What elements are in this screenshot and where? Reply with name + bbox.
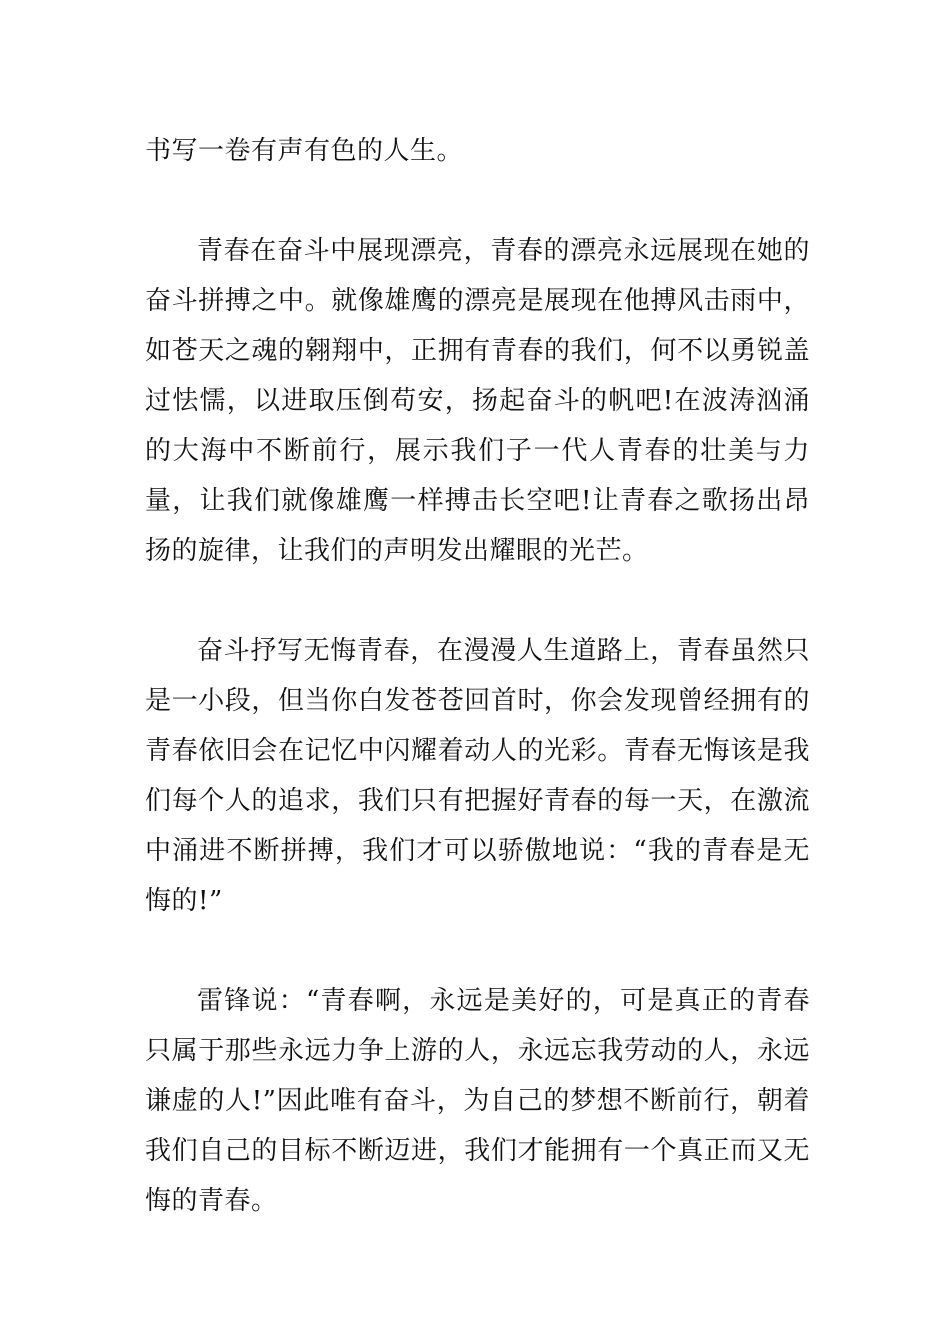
paragraph-gap (145, 576, 810, 626)
paragraph-gap (145, 176, 810, 226)
paragraph-3: 奋斗抒写无悔青春，在漫漫人生道路上，青春虽然只是一小段，但当你白发苍苍回首时，你会发现曾经拥有的青春依旧会在记忆中闪耀着动人的光彩。青春无悔该是我们每个人的追求，我们只有把握好青春的每一天，在激流中涌进不断拼搏，我们才可以骄傲地说：“我的青春是无悔的!” (145, 636, 810, 916)
paragraph-gap (145, 926, 810, 976)
paragraph-1: 书写一卷有声有色的人生。 (145, 136, 464, 166)
document-body (145, 126, 810, 1226)
paragraph-2: 青春在奋斗中展现漂亮，青春的漂亮永远展现在她的奋斗拼搏之中。就像雄鹰的漂亮是展现在他搏风击雨中，如苍天之魂的翱翔中，正拥有青春的我们，何不以勇锐盖过怯懦，以进取压倒苟安，扬起奋斗的帆吧!在波涛汹涌的大海中不断前行，展示我们子一代人青春的壮美与力量，让我们就像雄鹰一样搏击长空吧!让青春之歌扬出昂扬的旋律，让我们的声明发出耀眼的光芒。 (145, 236, 810, 566)
paragraph-4: 雷锋说：“青春啊，永远是美好的，可是真正的青春只属于那些永远力争上游的人，永远忘我劳动的人，永远谦虚的人!”因此唯有奋斗，为自己的梦想不断前行，朝着我们自己的目标不断迈进，我们才能拥有一个真正而又无悔的青春。 (145, 986, 810, 1216)
